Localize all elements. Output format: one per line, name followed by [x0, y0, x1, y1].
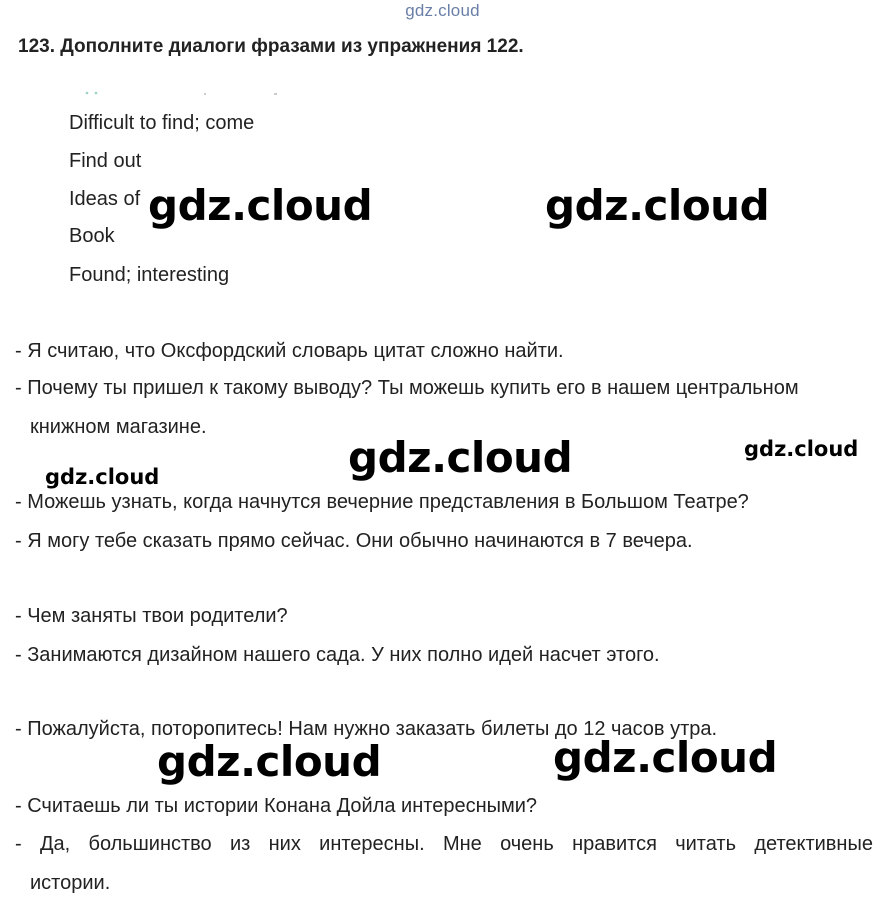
watermark: gdz.cloud — [744, 437, 859, 461]
watermark: gdz.cloud — [45, 465, 160, 489]
header-watermark: gdz.cloud — [405, 1, 480, 20]
dialogue-line: - Я могу тебе сказать прямо сейчас. Они обычно начинаются в 7 вечера. — [15, 530, 693, 552]
exercise-title: 123. Дополните диалоги фразами из упражнения 122. — [18, 36, 524, 57]
watermark: gdz.cloud — [148, 181, 373, 230]
dialogue-line: - Пожалуйста, поторопитесь! Нам нужно заказать билеты до 12 часов утра. — [15, 718, 718, 740]
answer-item: Book — [69, 225, 115, 247]
cropped-text-remnant — [84, 88, 280, 96]
dialogue-line: - Считаешь ли ты истории Конана Дойла интересными? — [15, 795, 538, 817]
dialogue-line: книжном магазине. — [30, 416, 207, 438]
dialogue-line: - Чем заняты твои родители? — [15, 605, 288, 627]
answer-item: Difficult to find; come — [69, 112, 255, 134]
watermark: gdz.cloud — [157, 737, 382, 786]
dialogue-line: - Можешь узнать, когда начнутся вечерние представления в Большом Театре? — [15, 491, 749, 513]
answer-item: Ideas of — [69, 188, 141, 210]
dialogue-line: - Занимаются дизайном нашего сада. У них полно идей насчет этого. — [15, 644, 660, 666]
answer-item: Found; interesting — [69, 264, 230, 286]
dialogue-line: истории. — [30, 872, 111, 894]
dialogue-line: - Почему ты пришел к такому выводу? Ты можешь купить его в нашем центральном — [15, 377, 799, 399]
watermark: gdz.cloud — [553, 733, 778, 782]
dialogue-line: - Я считаю, что Оксфордский словарь цитат сложно найти. — [15, 340, 564, 362]
answer-item: Find out — [69, 150, 142, 172]
watermark: gdz.cloud — [545, 181, 770, 230]
dialogue-line: - Да, большинство из них интересны. Мне очень нравится читать детективные — [15, 833, 873, 855]
watermark: gdz.cloud — [348, 433, 573, 482]
